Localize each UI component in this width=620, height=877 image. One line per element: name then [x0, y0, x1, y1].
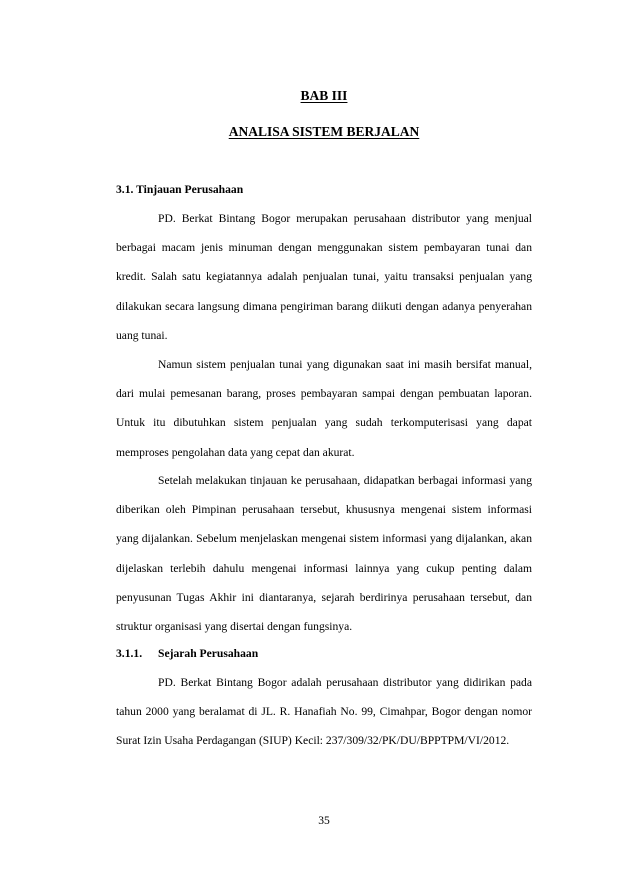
chapter-label: BAB III	[300, 88, 348, 103]
section-heading-3-1-1	[116, 646, 532, 662]
section-heading-3-1: 3.1. Tinjauan Perusahaan	[116, 183, 244, 196]
chapter-title: ANALISA SISTEM BERJALAN	[228, 124, 420, 139]
paragraph-4: PD. Berkat Bintang Bogor adalah perusahaan distributor yang didirikan pada tahun 2000 yang beralamat di JL. R. Hanafiah No. 99, Cimahpar, Bogor dengan nomor Surat Izin Usaha Perdagangan (SIUP) Kecil: 237/309/32/PK/DU/BPPTPM/VI/2012.	[116, 676, 532, 748]
page-number: 35	[318, 814, 330, 827]
paragraph-1: PD. Berkat Bintang Bogor merupakan perusahaan distributor yang menjual berbagai macam jenis minuman dengan menggunakan sistem pembayaran tunai dan kredit. Salah satu kegiatannya adalah penjualan tunai, yaitu transaksi penjualan yang dilakukan secara langsung dimana pengiriman barang diikuti dengan adanya penyerahan uang tunai.	[116, 212, 532, 342]
section-title: Sejarah Perusahaan	[158, 647, 259, 660]
paragraph-3: Setelah melakukan tinjauan ke perusahaan, didapatkan berbagai informasi yang diberikan oleh Pimpinan perusahaan tersebut, khususnya mengenai sistem informasi yang dijalankan. Sebelum menjelaskan mengenai sistem informasi yang dijalankan, akan dijelaskan terlebih dahulu mengenai informasi lainnya yang cukup penting dalam penyusunan Tugas Akhir ini diantaranya, sejarah berdirinya perusahaan tersebut, dan struktur organisasi yang disertai dengan fungsinya.	[116, 474, 532, 634]
paragraph-2: Namun sistem penjualan tunai yang digunakan saat ini masih bersifat manual, dari mulai pemesanan barang, proses pembayaran sampai dengan pembuatan laporan. Untuk itu dibutuhkan sistem penjualan yang sudah terkomputerisasi yang dapat memproses pengolahan data yang cepat dan akurat.	[116, 358, 532, 459]
section-number: 3.1.1.	[116, 647, 143, 660]
